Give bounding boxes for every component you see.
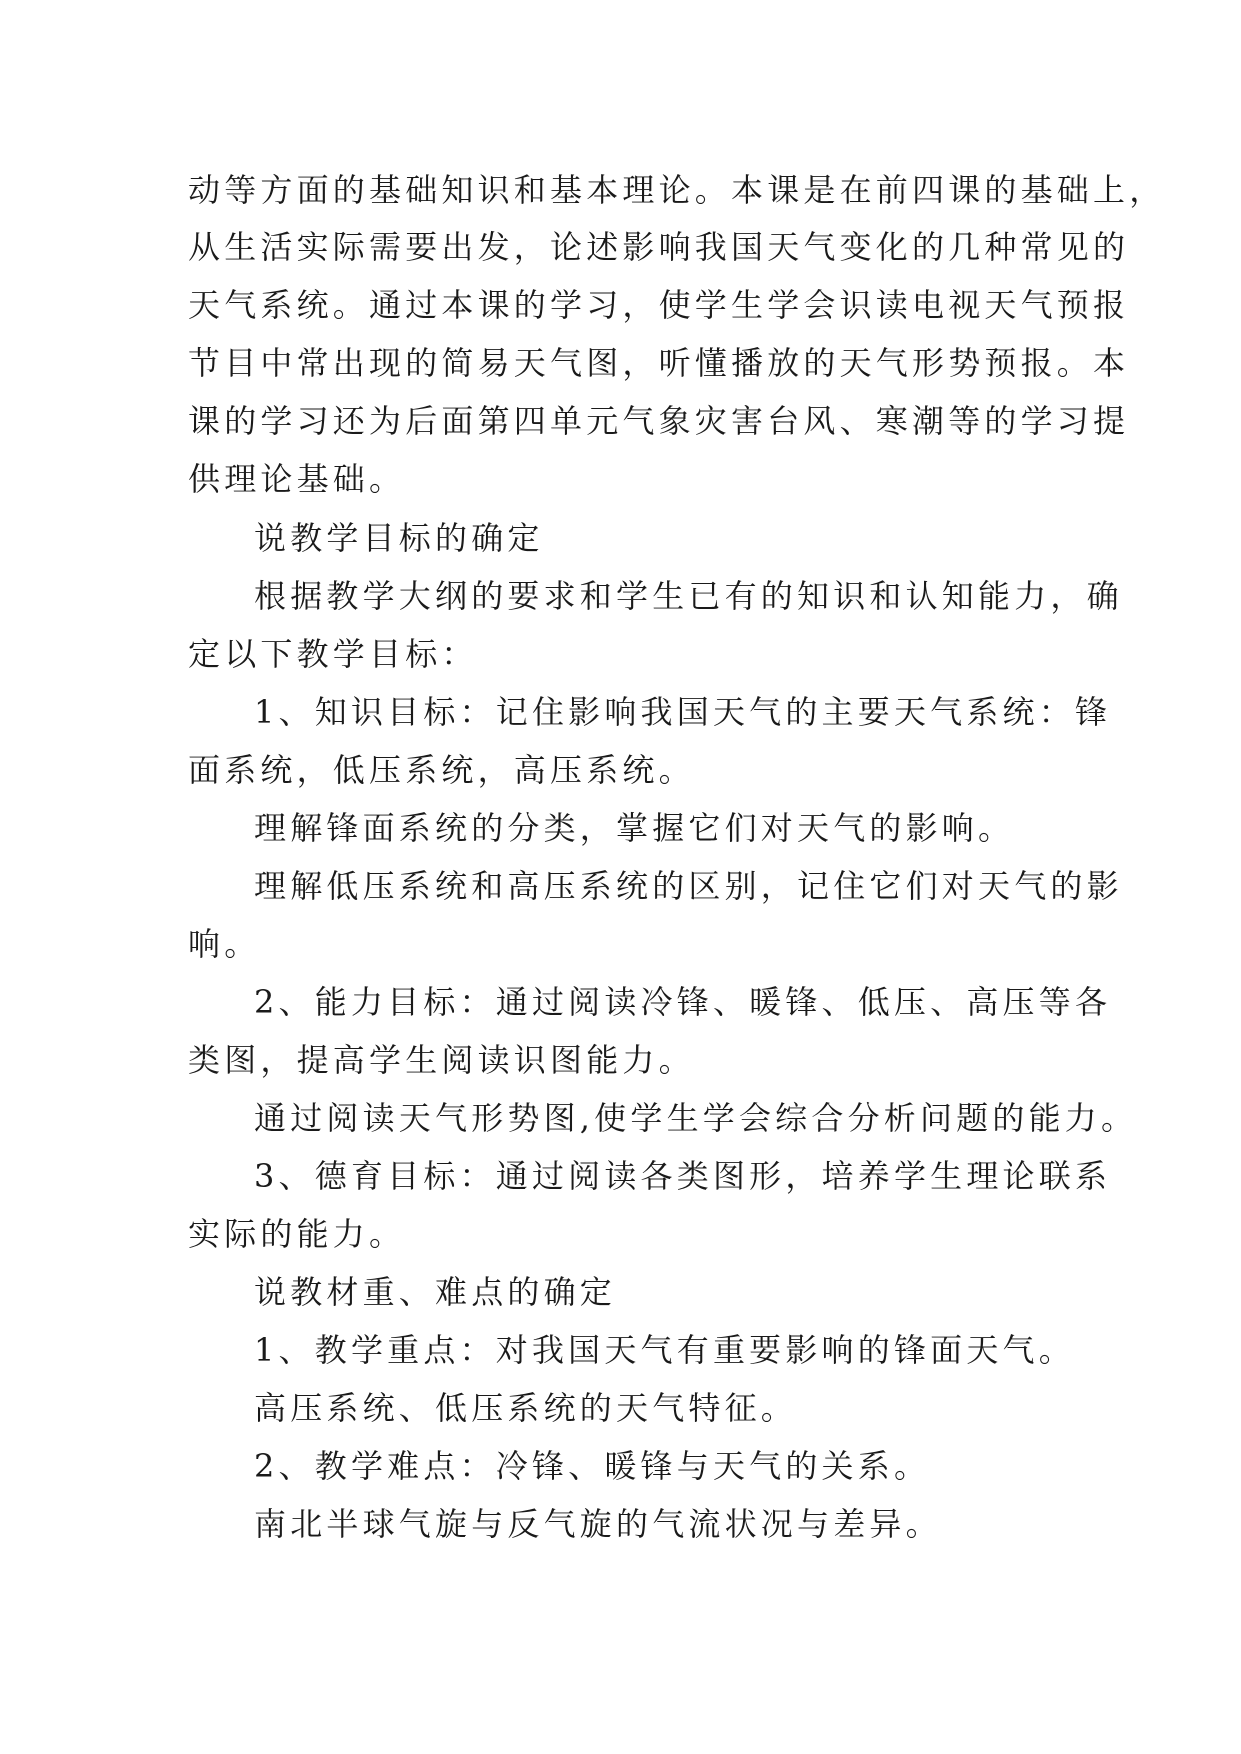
paragraph-line: 从生活实际需要出发，论述影响我国天气变化的几种常见的 — [188, 228, 1130, 266]
paragraph-line: 1、知识目标：记住影响我国天气的主要天气系统：锋 — [254, 693, 1112, 731]
paragraph-line: 2、能力目标：通过阅读冷锋、暖锋、低压、高压等各 — [254, 983, 1112, 1021]
paragraph-line: 动等方面的基础知识和基本理论。本课是在前四课的基础上， — [188, 171, 1166, 209]
section-heading: 说教学目标的确定 — [254, 519, 544, 557]
paragraph-line: 南北半球气旋与反气旋的气流状况与差异。 — [254, 1505, 942, 1543]
paragraph-line: 通过阅读天气形势图,使学生学会综合分析问题的能力。 — [254, 1099, 1138, 1137]
paragraph-line: 课的学习还为后面第四单元气象灾害台风、寒潮等的学习提 — [188, 402, 1130, 440]
paragraph-line: 高压系统、低压系统的天气特征。 — [254, 1389, 798, 1427]
paragraph-line: 实际的能力。 — [188, 1215, 406, 1253]
paragraph-line: 理解低压系统和高压系统的区别，记住它们对天气的影 — [254, 867, 1123, 905]
paragraph-line: 定以下教学目标： — [188, 635, 478, 673]
paragraph-line: 类图，提高学生阅读识图能力。 — [188, 1041, 695, 1079]
paragraph-line: 1、教学重点：对我国天气有重要影响的锋面天气。 — [254, 1331, 1075, 1369]
paragraph-line: 面系统，低压系统，高压系统。 — [188, 751, 695, 789]
paragraph-line: 响。 — [188, 925, 261, 963]
paragraph-line: 供理论基础。 — [188, 460, 406, 498]
paragraph-line: 天气系统。通过本课的学习，使学生学会识读电视天气预报 — [188, 286, 1130, 324]
paragraph-line: 3、德育目标：通过阅读各类图形，培养学生理论联系 — [254, 1157, 1112, 1195]
paragraph-line: 根据教学大纲的要求和学生已有的知识和认知能力，确 — [254, 577, 1123, 615]
paragraph-line: 理解锋面系统的分类，掌握它们对天气的影响。 — [254, 809, 1015, 847]
paragraph-line: 节目中常出现的简易天气图，听懂播放的天气形势预报。本 — [188, 344, 1130, 382]
section-heading: 说教材重、难点的确定 — [254, 1273, 617, 1311]
paragraph-line: 2、教学难点：冷锋、暖锋与天气的关系。 — [254, 1447, 931, 1485]
